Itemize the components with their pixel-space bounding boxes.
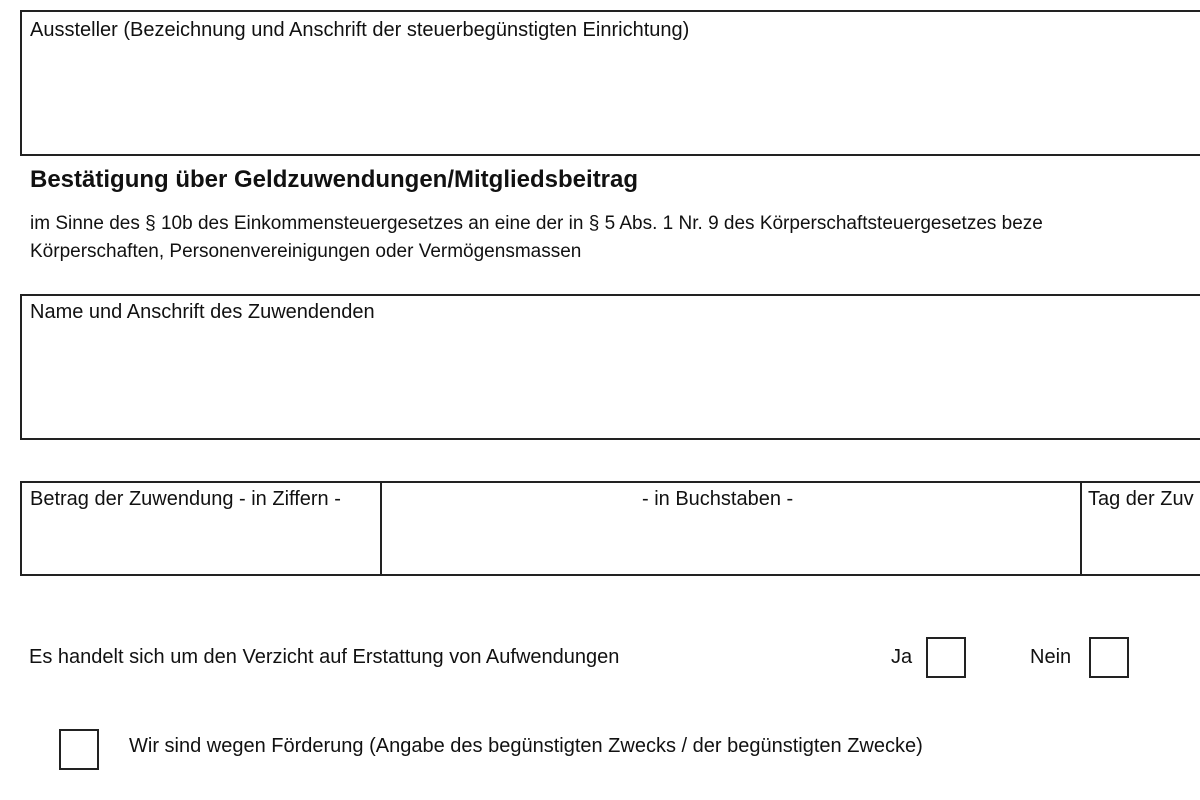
donation-date-cell[interactable] [1082, 483, 1200, 574]
issuer-label: Aussteller (Bezeichnung und Anschrift der steuerbegünstigten Einrichtung) [30, 19, 690, 41]
waiver-yes-label: Ja [891, 646, 913, 668]
amount-table [20, 481, 1200, 576]
purpose-label: Wir sind wegen Förderung (Angabe des begünstigten Zwecks / der begünstigten Zwecke) [129, 735, 923, 757]
issuer-box[interactable] [20, 10, 1200, 156]
donor-box[interactable] [20, 294, 1200, 440]
amount-in-words-label: - in Buchstaben - [642, 488, 794, 510]
document-title: Bestätigung über Geldzuwendungen/Mitgliedsbeitrag [30, 166, 639, 193]
amount-in-digits-label: Betrag der Zuwendung - in Ziffern - [30, 488, 341, 510]
waiver-question: Es handelt sich um den Verzicht auf Erstattung von Aufwendungen [29, 646, 620, 668]
subtitle-line-1: im Sinne des § 10b des Einkommensteuergesetzes an eine der in § 5 Abs. 1 Nr. 9 des Körperschaftsteuergesetzes beze [30, 213, 1043, 234]
document-subtitle [30, 210, 1043, 266]
amount-in-words-cell[interactable] [382, 483, 1082, 574]
waiver-no-label: Nein [1030, 646, 1072, 668]
donation-date-label: Tag der Zuv [1088, 488, 1194, 510]
subtitle-line-2: Körperschaften, Personenvereinigungen oder Vermögensmassen [30, 241, 582, 262]
waiver-yes-checkbox[interactable] [926, 637, 966, 678]
purpose-checkbox[interactable] [59, 729, 99, 770]
donor-label: Name und Anschrift des Zuwendenden [30, 301, 375, 323]
waiver-no-checkbox[interactable] [1089, 637, 1129, 678]
amount-in-digits-cell[interactable] [22, 483, 382, 574]
